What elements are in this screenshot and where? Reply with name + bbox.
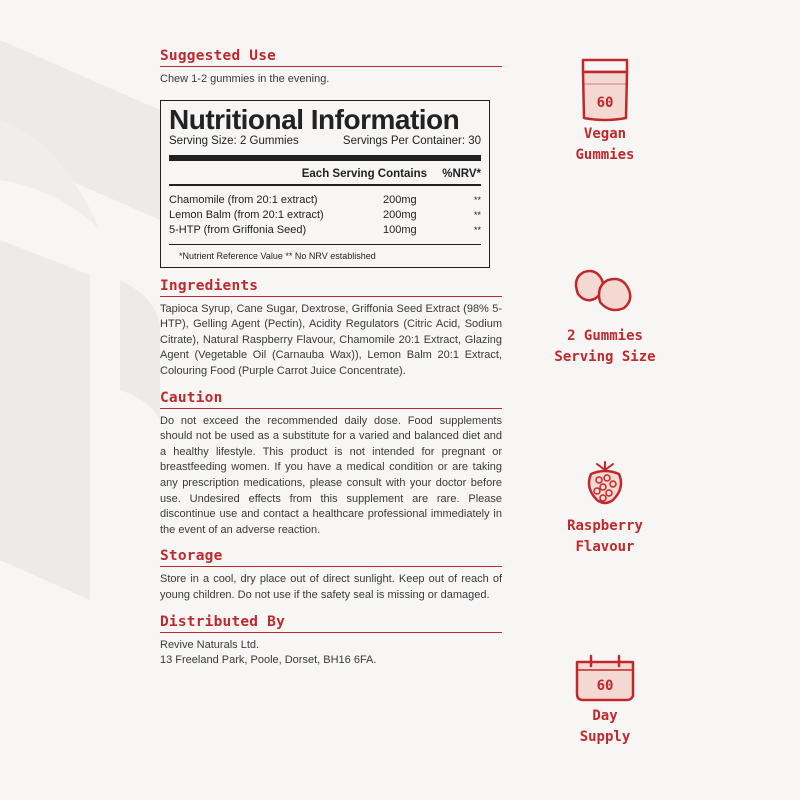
suggested-use-text: Chew 1-2 gummies in the evening. bbox=[160, 73, 330, 85]
table-row bbox=[169, 223, 481, 238]
distributed-by-title: Distributed By bbox=[160, 614, 502, 633]
ingredient-name: 5-HTP (from Griffonia Seed) bbox=[169, 223, 307, 236]
ingredient-amount: 100mg bbox=[383, 223, 417, 236]
suggested-use-section bbox=[160, 48, 502, 88]
ingredient-amount: 200mg bbox=[383, 193, 417, 206]
ingredients-title: Ingredients bbox=[160, 278, 502, 297]
ingredients-section bbox=[160, 278, 502, 380]
nutrition-table bbox=[160, 100, 490, 268]
ingredient-nrv: ** bbox=[473, 209, 481, 220]
storage-text: Store in a cool, dry place out of direct sunlight. Keep out of reach of young children. Do not use if the safety seal is missing or damaged. bbox=[160, 573, 502, 601]
caution-text: Do not exceed the recommended daily dose. Food supplements should not be used as a substitute for a varied and balanced diet and a healthy lifestyle. This product is not intended for pregnant or breastfeeding women. If you have a medical condition or are taking any prescription medications, please consult with your doctor before use. Undesired effects from this supplement are rare. Please discontinue use and contact a healthcare professional immediately in the event of an adverse reaction. bbox=[160, 414, 502, 536]
badge-label-line2: Serving Size bbox=[554, 349, 656, 365]
distributor-address bbox=[160, 638, 502, 669]
ingredient-name: Lemon Balm (from 20:1 extract) bbox=[169, 208, 324, 221]
badge-day-supply bbox=[540, 652, 670, 748]
badge-vegan-gummies bbox=[540, 54, 670, 166]
label-content bbox=[160, 48, 502, 669]
ingredient-name: Chamomile (from 20:1 extract) bbox=[169, 193, 318, 206]
caution-section bbox=[160, 390, 502, 539]
ingredients-text: Tapioca Syrup, Cane Sugar, Dextrose, Griffonia Seed Extract (98% 5-HTP), Gelling Agent (Pectin), Acidity Regulators (Citric Acid, Sodium Citrate), Natural Raspberry Flavour, Chamomile 20:1 Extract, Glazing Agent (Vegetable Oil (Carnauba Wax)), Lemon Balm 20:1 Extract, Colouring Food (Purple Carrot Juice Concentrate). bbox=[160, 302, 502, 377]
table-row bbox=[169, 208, 481, 223]
ingredient-nrv: ** bbox=[473, 224, 481, 235]
nutrition-footnote: *Nutrient Reference Value ** No NRV established bbox=[179, 250, 376, 261]
storage-title: Storage bbox=[160, 548, 502, 567]
serving-size: Serving Size: 2 Gummies bbox=[169, 134, 299, 147]
caution-title: Caution bbox=[160, 390, 502, 409]
pouch-icon bbox=[577, 54, 633, 124]
badge-label-line1: 2 Gummies bbox=[567, 328, 643, 344]
nutrition-header bbox=[169, 161, 481, 186]
header-nrv: %NRV* bbox=[442, 167, 481, 180]
header-contents: Each Serving Contains bbox=[301, 167, 427, 180]
badge-label-line1: Vegan bbox=[583, 126, 627, 142]
suggested-use-title: Suggested Use bbox=[160, 48, 502, 67]
storage-section bbox=[160, 548, 502, 603]
badge-label-line2: Flavour bbox=[575, 539, 635, 555]
gummies-icon bbox=[570, 264, 640, 314]
nutrition-rows bbox=[169, 186, 481, 245]
background-graphic bbox=[0, 0, 160, 800]
calendar-number: 60 bbox=[596, 678, 614, 694]
raspberry-icon bbox=[583, 458, 627, 508]
distributor-street: 13 Freeland Park, Poole, Dorset, BH16 6FA. bbox=[160, 654, 377, 667]
servings-per-container: Servings Per Container: 30 bbox=[342, 134, 481, 147]
badge-raspberry-flavour bbox=[540, 458, 670, 558]
ingredient-amount: 200mg bbox=[383, 208, 417, 221]
distributed-by-section bbox=[160, 614, 502, 669]
badge-label-line1: Raspberry bbox=[567, 518, 643, 534]
nutrition-serving-info bbox=[169, 135, 481, 161]
calendar-icon bbox=[573, 652, 637, 704]
distributor-name: Revive Naturals Ltd. bbox=[160, 638, 260, 651]
badge-serving-size bbox=[540, 264, 670, 368]
ingredient-nrv: ** bbox=[473, 194, 481, 205]
badge-label-line2: Gummies bbox=[575, 147, 635, 163]
badge-label-line2: Supply bbox=[579, 729, 631, 745]
nutrition-title: Nutritional Information bbox=[169, 103, 460, 135]
table-row bbox=[169, 193, 481, 208]
pouch-number: 60 bbox=[596, 95, 614, 111]
badge-label-line1: Day bbox=[592, 708, 618, 724]
